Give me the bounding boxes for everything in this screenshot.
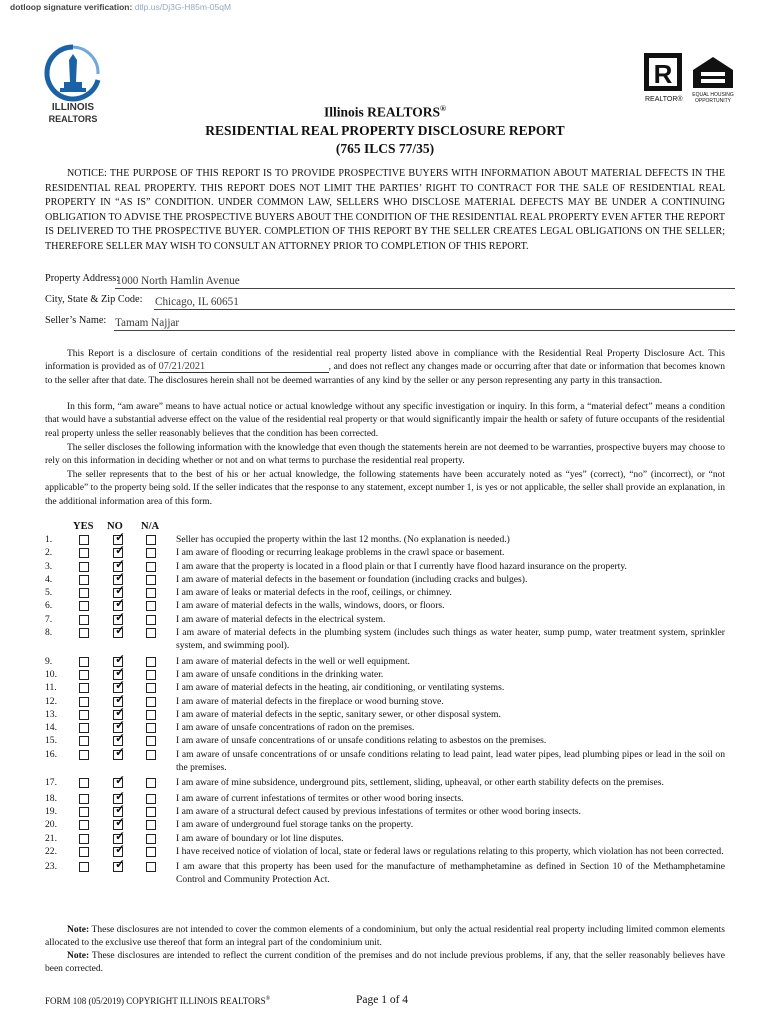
form-copyright-text: FORM 108 (05/2019) COPYRIGHT ILLINOIS REALTORS bbox=[45, 996, 266, 1006]
item-number: 5. bbox=[45, 587, 53, 599]
intro-p1-b: , and does not reflect any changes made or occurring after that date or information that becomes known to the seller after that date. The disclosures herein shall not be deemed warranties of any kind by the seller or any person representing any party in this transaction. bbox=[45, 362, 725, 386]
title-sup: ® bbox=[439, 104, 446, 113]
city-state-zip-field[interactable] bbox=[45, 294, 735, 308]
item-text: I am aware of unsafe conditions in the drinking water. bbox=[176, 668, 384, 680]
note1-label: Note: bbox=[67, 925, 90, 935]
item-number: 23. bbox=[45, 861, 57, 873]
disclosure-item bbox=[45, 731, 725, 747]
checkbox-na[interactable] bbox=[146, 778, 156, 788]
disclosure-item bbox=[45, 678, 725, 694]
column-header-na: N/A bbox=[141, 521, 160, 532]
item-number: 12. bbox=[45, 695, 57, 707]
disclosure-item bbox=[45, 773, 725, 789]
checkbox-no[interactable] bbox=[113, 773, 126, 788]
item-text: Seller has occupied the property within the last 12 months. (No explanation is needed.) bbox=[176, 534, 510, 545]
logo-line2: REALTORS bbox=[48, 114, 98, 124]
checkbox-na[interactable] bbox=[146, 628, 156, 638]
item-text: I am aware of underground fuel storage tanks on the property. bbox=[176, 819, 414, 831]
item-text: I am aware of material defects in the electrical system. bbox=[176, 613, 386, 625]
check-mark-icon: ✓ bbox=[115, 543, 126, 558]
form-copyright bbox=[45, 996, 270, 1006]
check-mark-icon: ✓ bbox=[115, 583, 126, 598]
disclosure-item bbox=[45, 801, 725, 818]
disclosure-item bbox=[45, 596, 725, 612]
item-text: I am aware of material defects in the well or well equipment. bbox=[176, 655, 410, 667]
item-text: I am aware of material defects in the heating, air conditioning, or ventilating systems. bbox=[176, 682, 505, 694]
page-number: Page 1 of 4 bbox=[356, 994, 409, 1006]
disclosure-item bbox=[45, 583, 725, 599]
checkbox-na[interactable] bbox=[146, 683, 156, 693]
item-number: 7. bbox=[45, 613, 53, 625]
title-line1: Illinois REALTORS bbox=[324, 104, 440, 120]
equal-housing-text2: OPPORTUNITY bbox=[694, 98, 732, 104]
disclosure-item bbox=[45, 704, 725, 721]
checkbox-yes[interactable] bbox=[79, 628, 89, 638]
checkbox-yes[interactable] bbox=[79, 548, 89, 558]
item-text: I am aware of material defects in the basement or foundation (including cracks and bulges). bbox=[176, 573, 528, 585]
check-mark-icon: ✓ bbox=[115, 596, 126, 611]
disclosure-item bbox=[45, 691, 725, 708]
checkbox-yes[interactable] bbox=[79, 697, 89, 707]
checkbox-na[interactable] bbox=[146, 820, 156, 830]
note2-label: Note: bbox=[67, 951, 90, 961]
disclosure-item bbox=[45, 651, 725, 668]
form-copyright-sup: ® bbox=[265, 996, 271, 1002]
item-text: I am aware of flooding or recurring leakage problems in the crawl space or basement. bbox=[176, 547, 505, 559]
checkbox-yes[interactable] bbox=[79, 862, 89, 872]
report-title bbox=[0, 100, 770, 158]
checkbox-no[interactable] bbox=[113, 857, 126, 872]
item-text: I am aware that the property is located in a flood plain or that I currently have flood hazard insurance on the property. bbox=[176, 560, 627, 572]
check-mark-icon: ✓ bbox=[115, 773, 126, 788]
property-address-field[interactable] bbox=[45, 273, 735, 287]
item-text: I am aware of material defects in the septic, sanitary sewer, or other disposal system. bbox=[176, 708, 501, 720]
title-line3: (765 ILCS 77/35) bbox=[335, 140, 435, 156]
city-state-zip-label: City, State & Zip Code: bbox=[45, 294, 143, 305]
disclosure-item bbox=[45, 556, 725, 573]
disclosure-item bbox=[45, 841, 725, 858]
seller-name-label: Seller’s Name: bbox=[45, 315, 107, 326]
verification-link[interactable]: dtlp.us/Dj3G-H85m-05qM bbox=[134, 2, 232, 12]
disclosure-date-field[interactable]: 07/21/2021 bbox=[159, 361, 329, 373]
seller-name-field[interactable] bbox=[45, 315, 735, 329]
item-number: 15. bbox=[45, 735, 57, 747]
item-text: I am aware of material defects in the walls, windows, doors, or floors. bbox=[176, 600, 445, 612]
checkbox-na[interactable] bbox=[146, 535, 156, 545]
check-mark-icon: ✓ bbox=[115, 678, 126, 693]
title-line2: RESIDENTIAL REAL PROPERTY DISCLOSURE REPORT bbox=[205, 122, 565, 138]
checkbox-yes[interactable] bbox=[79, 750, 89, 760]
disclosure-item bbox=[45, 569, 725, 586]
item-number: 10. bbox=[45, 668, 57, 680]
checkbox-na[interactable] bbox=[146, 807, 156, 817]
equal-housing-text1: EQUAL HOUSING bbox=[692, 92, 734, 98]
checkbox-yes[interactable] bbox=[79, 807, 89, 817]
property-address-value[interactable]: 1000 North Hamlin Avenue bbox=[116, 275, 240, 287]
checkbox-na[interactable] bbox=[146, 548, 156, 558]
item-text: I am aware of unsafe concentrations of or unsafe conditions relating to lead paint, lead water pipes, lead plumbing pipes or lead in the soil on the premises. bbox=[176, 748, 725, 774]
checkbox-yes[interactable] bbox=[79, 794, 89, 804]
checkbox-yes[interactable] bbox=[79, 535, 89, 545]
checkbox-yes[interactable] bbox=[79, 723, 89, 733]
checkbox-no[interactable] bbox=[113, 744, 126, 760]
item-text: I am aware of current infestations of termites or other wood boring insects. bbox=[176, 792, 464, 804]
item-number: 20. bbox=[45, 819, 57, 831]
column-header-yes: YES bbox=[73, 521, 94, 532]
disclosure-item bbox=[45, 718, 725, 734]
disclosure-item bbox=[45, 623, 725, 653]
city-state-zip-value[interactable]: Chicago, IL 60651 bbox=[155, 296, 239, 308]
seller-name-value[interactable]: Tamam Najjar bbox=[115, 317, 180, 329]
checkbox-na[interactable] bbox=[146, 710, 156, 720]
check-mark-icon: ✓ bbox=[115, 623, 126, 638]
checkbox-yes[interactable] bbox=[79, 657, 89, 667]
check-mark-icon: ✓ bbox=[115, 788, 126, 803]
item-number: 16. bbox=[45, 748, 57, 760]
checkbox-na[interactable] bbox=[146, 575, 156, 585]
check-mark-icon: ✓ bbox=[115, 556, 126, 571]
item-number: 13. bbox=[45, 708, 57, 720]
disclosure-item bbox=[45, 609, 725, 626]
signature-verification bbox=[10, 2, 231, 12]
checkbox-na[interactable] bbox=[146, 723, 156, 733]
disclosure-item bbox=[45, 543, 725, 559]
checkbox-na[interactable] bbox=[146, 794, 156, 804]
note1-text: These disclosures are not intended to cover the common elements of a condominium, but only the actual residential real property including limited common elements allocated to the exclusive use thereof that form an integral part of the condominium unit. bbox=[45, 925, 725, 949]
checkbox-na[interactable] bbox=[146, 588, 156, 598]
check-mark-icon: ✓ bbox=[115, 718, 126, 733]
disclosure-item bbox=[45, 664, 725, 681]
check-mark-icon: ✓ bbox=[115, 801, 126, 816]
item-text: I am aware of boundary or lot line disputes. bbox=[176, 832, 344, 844]
realtor-equal-housing-badge bbox=[643, 52, 735, 104]
intro-paragraph-1 bbox=[45, 348, 725, 388]
item-text: I am aware of unsafe concentrations of or unsafe conditions relating to asbestos on the premises. bbox=[176, 735, 547, 747]
disclosure-item bbox=[45, 857, 725, 887]
checkbox-yes[interactable] bbox=[79, 847, 89, 857]
disclosure-item bbox=[45, 744, 725, 775]
disclosure-item bbox=[45, 788, 725, 805]
checkbox-yes[interactable] bbox=[79, 820, 89, 830]
checkbox-yes[interactable] bbox=[79, 575, 89, 585]
checkbox-na[interactable] bbox=[146, 601, 156, 611]
checkbox-yes[interactable] bbox=[79, 588, 89, 598]
check-mark-icon: ✓ bbox=[115, 664, 126, 679]
item-number: 6. bbox=[45, 600, 53, 612]
note-condominium bbox=[45, 924, 725, 951]
item-number: 18. bbox=[45, 792, 57, 804]
check-mark-icon: ✓ bbox=[115, 815, 126, 830]
item-number: 11. bbox=[45, 682, 57, 694]
checkbox-na[interactable] bbox=[146, 670, 156, 680]
checkbox-yes[interactable] bbox=[79, 670, 89, 680]
intro-paragraph-2: In this form, “am aware” means to have actual notice or actual knowledge without any specific investigation or inquiry. In this form, a “material defect” means a condition that would have a substantial adverse effect on the value of the residential real property or that would significantly impair the health or safety of future occupants of the residential real property unless the seller reasonably believes that the condition has been corrected. bbox=[45, 402, 725, 439]
checkbox-yes[interactable] bbox=[79, 615, 89, 625]
checkbox-na[interactable] bbox=[146, 562, 156, 572]
property-address-label: Property Address: bbox=[45, 273, 120, 284]
item-number: 4. bbox=[45, 573, 53, 585]
item-text: I am aware of material defects in the plumbing system (includes such things as water heater, sump pump, water treatment system, sprinkler system, and swimming pool). bbox=[176, 627, 725, 652]
item-text: I am aware of unsafe concentrations of radon on the premises. bbox=[176, 722, 415, 734]
item-number: 2. bbox=[45, 547, 53, 559]
item-number: 19. bbox=[45, 805, 57, 817]
item-text: I am aware of mine subsidence, underground pits, settlement, sliding, upheaval, or other earth stability defects on the premises. bbox=[176, 777, 664, 789]
checkbox-na[interactable] bbox=[146, 615, 156, 625]
check-mark-icon: ✓ bbox=[115, 857, 126, 872]
item-text: I am aware of leaks or material defects in the roof, ceilings, or chimney. bbox=[176, 587, 452, 599]
checkbox-na[interactable] bbox=[146, 834, 156, 844]
realtor-mark-text: REALTOR® bbox=[645, 96, 683, 103]
check-mark-icon: ✓ bbox=[115, 828, 126, 843]
logo-line1: ILLINOIS bbox=[51, 102, 95, 113]
intro-p1-a: This Report is a disclosure of certain conditions of the residential real property listed above in compliance with the Residential Real Property Disclosure Act. This information is provided as of bbox=[45, 349, 725, 373]
checkbox-na[interactable] bbox=[146, 736, 156, 746]
note-current-condition bbox=[45, 950, 725, 977]
check-mark-icon: ✓ bbox=[115, 841, 126, 856]
checkbox-yes[interactable] bbox=[79, 834, 89, 844]
checkbox-na[interactable] bbox=[146, 847, 156, 857]
item-number: 21. bbox=[45, 832, 57, 844]
verification-label: dotloop signature verification: bbox=[10, 2, 133, 12]
check-mark-icon: ✓ bbox=[115, 691, 126, 706]
checkbox-yes[interactable] bbox=[79, 683, 89, 693]
disclosure-item bbox=[45, 828, 725, 845]
disclosure-item bbox=[45, 815, 725, 831]
check-mark-icon: ✓ bbox=[115, 731, 126, 746]
checkbox-yes[interactable] bbox=[79, 736, 89, 746]
check-mark-icon: ✓ bbox=[115, 744, 126, 759]
item-number: 17. bbox=[45, 777, 57, 789]
check-mark-icon: ✓ bbox=[115, 569, 126, 584]
check-mark-icon: ✓ bbox=[115, 704, 126, 719]
item-number: 9. bbox=[45, 655, 53, 667]
note2-text: These disclosures are intended to reflect the current condition of the premises and do not include previous problems, if any, that the seller reasonably believes have been corrected. bbox=[45, 951, 725, 975]
checkbox-na[interactable] bbox=[146, 697, 156, 707]
checkbox-yes[interactable] bbox=[79, 601, 89, 611]
checkbox-no[interactable] bbox=[113, 623, 126, 638]
disclosure-items-list bbox=[45, 530, 725, 889]
item-text: I am aware that this property has been used for the manufacture of methamphetamine as defined in Section 10 of the Methamphetamine Control and Community Protection Act. bbox=[176, 861, 725, 886]
item-number: 1. bbox=[45, 534, 53, 545]
check-mark-icon: ✓ bbox=[115, 609, 126, 624]
check-mark-icon: ✓ bbox=[115, 530, 126, 544]
item-number: 14. bbox=[45, 722, 57, 734]
svg-text:R: R bbox=[653, 59, 673, 89]
checkbox-yes[interactable] bbox=[79, 778, 89, 788]
checkbox-yes[interactable] bbox=[79, 710, 89, 720]
check-mark-icon: ✓ bbox=[115, 651, 126, 666]
checkbox-no[interactable] bbox=[113, 841, 126, 857]
item-text: I am aware of a structural defect caused by previous infestations of termites or other wood boring insects. bbox=[176, 805, 581, 817]
item-number: 3. bbox=[45, 560, 53, 572]
item-text: I am aware of material defects in the fireplace or wood burning stove. bbox=[176, 695, 444, 707]
intro-paragraph-3: The seller discloses the following information with the knowledge that even though the statements herein are not deemed to be warranties, prospective buyers may choose to rely on this information in deciding whether or not and on what terms to purchase the residential real property. bbox=[45, 443, 725, 467]
disclosure-item bbox=[45, 530, 725, 546]
item-text: I have received notice of violation of local, state or federal laws or regulations relating to this property, which violation has not been corrected. bbox=[176, 845, 724, 857]
checkbox-na[interactable] bbox=[146, 862, 156, 872]
item-number: 22. bbox=[45, 845, 57, 857]
intro-paragraph-4: The seller represents that to the best of his or her actual knowledge, the following statements have been accurately noted as “yes” (correct), “no” (incorrect), or “not applicable” to the property being sold. If the seller indicates that the response to any statement, except number 1, is yes or not applicable, the seller shall provide an explanation, in the additional information area of this form. bbox=[45, 470, 725, 507]
checkbox-na[interactable] bbox=[146, 657, 156, 667]
notice-paragraph: NOTICE: THE PURPOSE OF THIS REPORT IS TO PROVIDE PROSPECTIVE BUYERS WITH INFORMATION ABOUT MATERIAL DEFECTS IN THE RESIDENTIAL REAL PROPERTY. THIS REPORT DOES NOT LIMIT THE PARTIES’ RIGHT TO CONTRACT FOR THE SALE OF RESIDENTIAL REAL PROPERTY IN “AS IS” CONDITION. UNDER COMMON LAW, SELLERS WHO DISCLOSE MATERIAL DEFECTS MAY BE UNDER A CONTINUING OBLIGATION TO ADVISE THE PROSPECTIVE BUYERS ABOUT THE CONDITION OF THE RESIDENTIAL REAL PROPERTY EVEN AFTER THE REPORT IS DELIVERED TO THE PROSPECTIVE BUYER. COMPLETION OF THIS REPORT BY THE SELLER CREATES LEGAL OBLIGATIONS ON THE SELLER; THEREFORE SELLER MAY WISH TO CONSULT AN ATTORNEY PRIOR TO COMPLETION OF THIS REPORT. bbox=[45, 168, 725, 252]
column-header-no: NO bbox=[107, 521, 123, 532]
checkbox-na[interactable] bbox=[146, 750, 156, 760]
checkbox-yes[interactable] bbox=[79, 562, 89, 572]
item-number: 8. bbox=[45, 627, 53, 639]
